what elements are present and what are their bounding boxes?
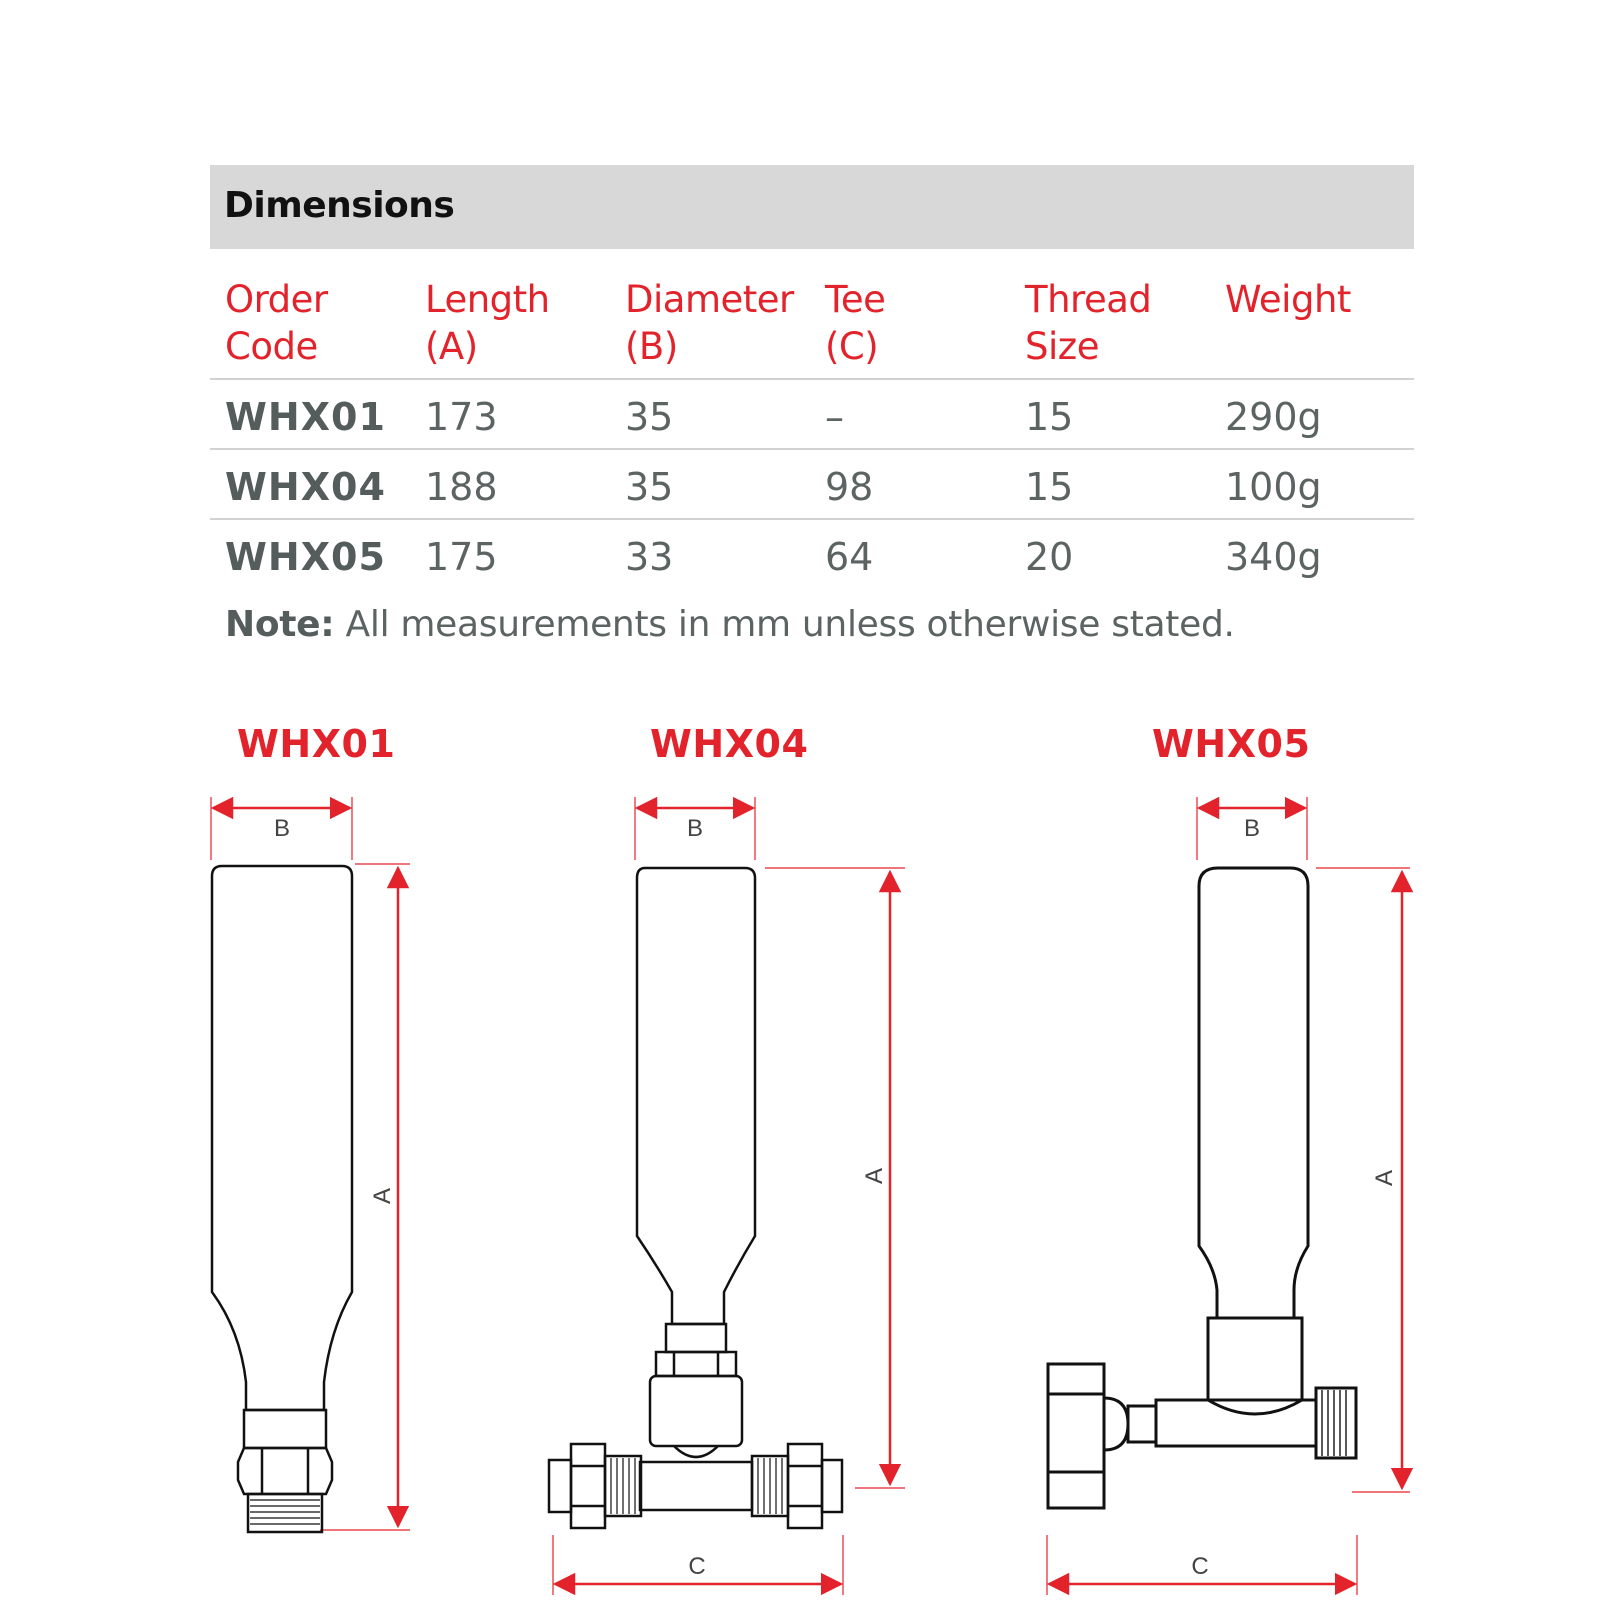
label-c-whx05: C (1191, 1553, 1209, 1580)
cell-tee: – (825, 395, 844, 439)
column-header-thread-size: Thread Size (1025, 278, 1152, 368)
cell-length: 173 (425, 395, 498, 439)
union-nut (1048, 1364, 1104, 1508)
olive-right (822, 1460, 842, 1512)
neck (1128, 1406, 1156, 1442)
label-a-whx04: A (861, 1167, 888, 1185)
cell-weight: 340g (1225, 535, 1322, 579)
cell-thread-size: 15 (1025, 465, 1074, 509)
label-b-whx01: B (273, 815, 291, 842)
label-c-whx04: C (688, 1553, 706, 1580)
cell-thread-size: 15 (1025, 395, 1074, 439)
dimension-a-whx01 (320, 864, 410, 1530)
cell-order-code: WHX05 (225, 535, 386, 579)
section-title: Dimensions (224, 185, 455, 226)
cell-weight: 290g (1225, 395, 1322, 439)
cell-diameter: 35 (625, 465, 674, 509)
column-header-weight: Weight (1225, 278, 1351, 321)
diagram-title-whx04: WHX04 (650, 722, 809, 766)
tee-pipe (640, 1462, 752, 1510)
collar-left (1104, 1398, 1128, 1450)
cell-order-code: WHX04 (225, 465, 386, 509)
label-b-whx04: B (686, 815, 704, 842)
hex-nut (238, 1448, 332, 1494)
column-header-order-code: Order Code (225, 278, 328, 368)
column-header-diameter: Diameter (B) (625, 278, 794, 368)
diagram-whx05 (1047, 797, 1410, 1595)
label-a-whx01: A (369, 1187, 396, 1205)
cell-weight: 100g (1225, 465, 1322, 509)
diagram-title-whx05: WHX05 (1152, 722, 1311, 766)
diagram-whx01 (211, 797, 410, 1532)
collar (244, 1410, 326, 1448)
note-text: All measurements in mm unless otherwise stated. (334, 604, 1235, 645)
cell-diameter: 35 (625, 395, 674, 439)
cell-tee: 98 (825, 465, 874, 509)
collar (666, 1324, 726, 1352)
nut-left (571, 1444, 605, 1528)
cell-tee: 64 (825, 535, 874, 579)
cell-length: 175 (425, 535, 498, 579)
hex-nut (656, 1352, 736, 1376)
cell-diameter: 33 (625, 535, 674, 579)
vessel-body (637, 868, 755, 1324)
note-label: Note: (225, 604, 335, 645)
cell-thread-size: 20 (1025, 535, 1074, 579)
cell-length: 188 (425, 465, 498, 509)
nut-right (788, 1444, 822, 1528)
olive-left (549, 1460, 571, 1512)
column-header-length: Length (A) (425, 278, 550, 368)
label-a-whx05: A (1371, 1169, 1398, 1187)
tee-body (650, 1376, 742, 1446)
column-header-tee: Tee (C) (825, 278, 886, 368)
diagram-title-whx01: WHX01 (237, 722, 396, 766)
vessel-body (1199, 868, 1308, 1318)
label-b-whx05: B (1243, 815, 1261, 842)
diagram-whx04 (549, 797, 905, 1595)
vessel-body (212, 866, 352, 1410)
cell-order-code: WHX01 (225, 395, 386, 439)
